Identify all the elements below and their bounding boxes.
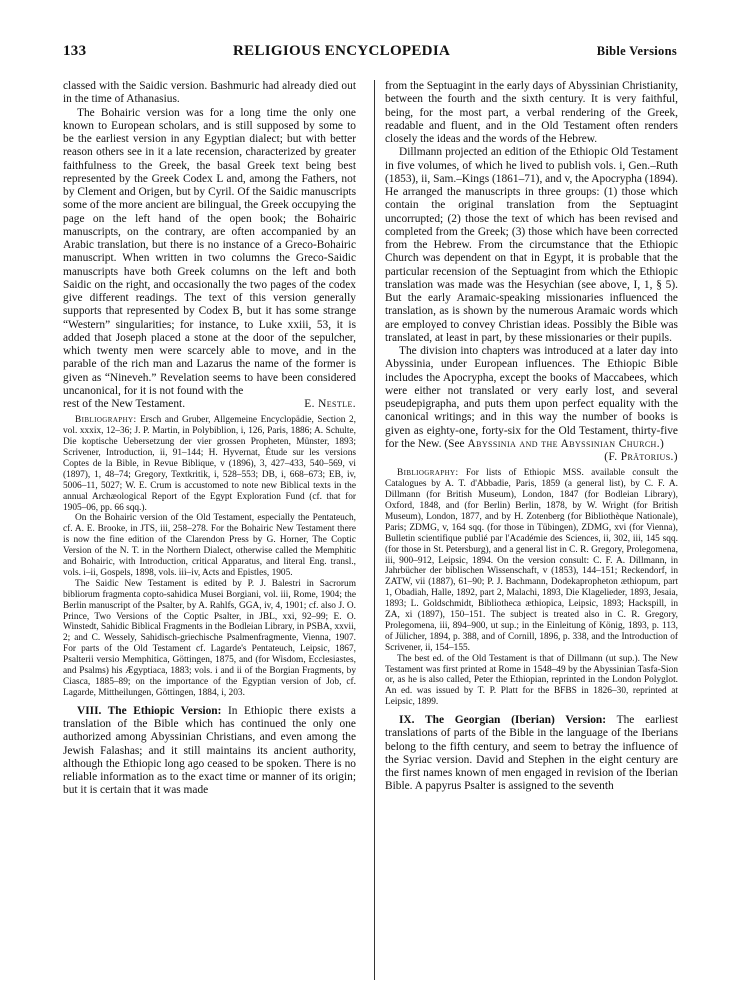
author-signature: (F. Prätorius.) [604,451,678,463]
section-text: The earliest translations of parts of the Bible in the language of the Iberians belong to the fifth century, and seem to betray the influence of the Syriac version. David and Stephen in the eight century are the first names known of men engaged in revision of the Iberian Bible. A papyrus Psalter is assigned to the seventh [385,714,678,793]
paragraph-end: rest of the New Testament. [63,398,186,410]
bibliography [63,415,356,699]
bib-label: Bibliography: [75,415,137,426]
column-rule [374,80,375,980]
bib-text: Ersch and Gruber, Allgemeine Encyclopädie, Section 2, vol. xxxix, 12–36; J. P. Martin, in Polybiblion, i, 126, Paris, 1886; A. Schulte, Die koptische Uebersetzung der vier grossen Propheten, Münster, 1893; Scrivener, Introduction, ii, 91–144; H. Hyvernat, Étude sur les versions Coptes de la Bible, in Revue Biblique, v (1896), 3, 427–433, 540–569, vi (1897), 1, 48–74; Gregory, Textkritik, i, 528–553; DB, i, 668–673; EB, iv, 5006–11, 5027; W. E. Crum is accustomed to note new Biblical texts in the annual Archæological Report of the Egypt Exploration Fund (cf. that for 1905–06, pp. 66 sqq.). [63,415,356,513]
header-section: Bible Versions [596,43,677,58]
signature-line [63,398,356,411]
section-text: In Ethiopic there exists a translation of the Bible which has continued the only one authorized among Abyssinian Christians, and even among the Jewish Falashas; and it still maintains its ancient authority, although the Ethiopic long ago ceased to be spoken. There is no reliable information as to the exact time or manner of its origin; but it is certain that it was made [63,704,356,797]
section-ix [385,714,678,794]
right-column [385,80,678,985]
paragraph-text: The division into chapters was introduced at a later day into Abyssinia, under European influences. The Ethiopic Bible includes the Apocrypha, except the books of Maccabees, which were either not translated or very early lost, and several pseudepigrapha, and puts them upon perfect equality with the canonical writings; and in this way the number of books is given as eighty-one, forty-six for the Old Testament, thirty-five for the New. (See [385,345,678,450]
paragraph: Dillmann projected an edition of the Ethiopic Old Testament in five volumes, of which he lived to publish vols. i, Gen.–Ruth (1853), ii, Sam.–Kings (1861–71), and v, the Apocrypha (1894). He arranged the manuscripts in three groups: (1) those which contain the original translation from the Septuagint uncorrupted; (2) those the text of which has been revised and completed from the Greek; (3) those which have been corrected from the Hebrew. From the circumstance that the Ethiopic Church was dependent on that in Egypt, it is probable that the particular recension of the Septuagint from which the Ethiopic translation was made was the Hesychian (see above, I, 1, § 5). But the early Aramaic-speaking missionaries influenced the translation, as is shown by the numerous Aramaic words which are employed to convey Christian ideas. Possibly the Bible was translated, at least in part, by these missionaries or their pupils. [385,146,678,344]
paragraph: from the Septuagint in the early days of Abyssinian Christianity, between the fourth and the sixth century. It is very faithful, being, for the most part, a verbal rendering of the Greek, readable and fluent, and in the Old Testament often renders closely the ideas and the words of the Hebrew. [385,80,678,145]
close-paren: ) [659,437,664,450]
bibliography [385,468,678,708]
paragraph: classed with the Saidic version. Bashmuric had already died out in the time of Athanasius. [63,80,356,106]
left-column [63,80,356,985]
running-header [63,40,677,62]
bib-entry: The Saidic New Testament is edited by P. J. Balestri in Sacrorum bibliorum fragmenta copto-sahidica Musei Borgiani, vol. iii, Rome, 1904; the Berlin manuscript of the Psalter, by A. Rahlfs, GGA, iv, 4, 1901; cf. also J. O. Prince, Two Versions of the Coptic Psalter, in JBL, xxi, 92–99; E. O. Winstedt, Sahidic Biblical Fragments in the Bodleian Library, in PSBA, xxvii, 2; and C. Wessely, Sahidisch-griechische Psalmenfragmente, Vienna, 1907. For parts of the Old Testament cf. Lagarde's Pentateuch, Leipsic, 1867, Psalterii versio Memphitica, Göttingen, 1875, and (for Wisdom, Ecclesiastes, and Psalms) his Ægyptiaca, 1883; vols. i and ii of the Borgian Fragments, by Ciasca, 1885–89; on the importance of the Egyptian version of Job, cf. Lagarde, Mittheilungen, Göttingen, 1884, i, 203. [63,578,356,698]
section-viii [63,705,356,798]
signature-line [385,451,678,464]
bib-entry [63,415,356,513]
bib-text: For lists of Ethiopic MSS. available consult the Catalogues by A. T. d'Abbadie, Paris, 1859 (a general list), by C. F. A. Dillmann (for British Museum), London, 1847 (for Bodleian Library), Oxford, 1848, and (for Berlin) Berlin, 1878, by W. Wright (for British Museum), London, 1877, and by H. Zotenberg (for Bibliothèque Nationale), Paris; ZDMG, v, 164 sqq. (for those in Tübingen), ZDMG, xvi (for Vienna), Bulletin scientifique publié par l'Académie des Sciences, ii, 302, iii, 145 sqq. (for those in St. Petersburg), and a general list in C. R. Gregory, Prolegomena, iii, 900–912, Leipsic, 1894. On the version consult: C. F. A. Dillmann, in Jahrbücher der biblischen Wissenschaft, v (1853), 144–151; Reckendorf, in ZATW, vii (1887), 61–90; P. J. Bachmann, Dodekapropheton æthiopum, part 1, Obadiah, Halle, 1892, part 2, Malachi, 1893, Die Klagelieder, 1893, Jesaia, 1893; L. Goldschmidt, Bibliotheca æthiopica, Leipsic, 1893; Hackspill, in ZA, xi (1897), 150–151. The subject is treated also in C. R. Gregory, Prolegomena, iii, 894–900, ut sup.; in the Einleitung of König, 1893, p. 113, of Jülicher, 1894, p. 388, and of Cornill, 1896, p. 338, and the Introduction of Scrivener, ii, 154–155. [385,468,678,653]
bib-label: Bibliography: [397,468,459,479]
paragraph [385,345,678,451]
paragraph: The Bohairic version was for a long time the only one known to European scholars, and is still supposed by some to be the earliest version in any Egyptian dialect; but with better reason others see in it a late recension, characterized by greater faithfulness to the Greek, the basal Greek text being best represented by the Greek Codex L and, among the Fathers, not by Clement and Origen, but by Cyril. Of the Saidic manuscripts some of the more ancient are bilingual, the Greek occupying the page on the left hand of the open book; the Bohairic manuscripts, on the contrary, are often accompanied by an Arabic translation, but there is no instance of a Greco-Bohairic manuscript. When written in two columns the Greco-Saidic manuscripts have both Greek columns on the left and both Saidic on the right, and occasionally the two pages of the codex give different readings. The text of this version generally supports that represented by Codex B, but it has some strange “Western” singularities; for instance, to Luke xxiii, 53, it is added that Joseph placed a stone at the door of the sepulcher, which twenty men were scarcely able to move, and in the parable of the rich man and Lazarus the name of the former is given as “Nineveh.” Revelation seems to have been considered uncanonical, for it is not found with the [63,106,356,397]
bib-entry: The best ed. of the Old Testament is that of Dillmann (ut sup.). The New Testament was first printed at Rome in 1548–49 by the Abyssinian Tasfa-Sion or, as he is also called, Peter the Ethiopian, reprinted in the London Polyglot. An ed. was issued by T. P. Platt for the BFBS in 1826–30, reprinted at Leipsic, 1899. [385,653,678,708]
bib-entry: On the Bohairic version of the Old Testament, especially the Pentateuch, cf. A. E. Brooke, in JTS, iii, 258–278. For the Bohairic New Testament there is now the fine edition of the Clarendon Press by G. Horner, The Coptic Version of the N. T. in the Northern Dialect, otherwise called the Memphitic and Bohairic, with Introduction, critical Apparatus, and literal Eng. transl., vols. i–ii, Gospels, 1898, vols. iii–iv, Acts and Epistles, 1905. [63,513,356,578]
section-heading: IX. The Georgian (Iberian) Version: [399,714,607,727]
page-number: 133 [63,42,87,59]
section-heading: VIII. The Ethiopic Version: [77,704,222,717]
header-title: RELIGIOUS ENCYCLOPEDIA [233,42,451,59]
cross-reference: Abyssinia and the Abyssinian Church. [467,437,660,450]
bib-entry [385,468,678,653]
author-signature: E. Nestle. [304,398,356,410]
